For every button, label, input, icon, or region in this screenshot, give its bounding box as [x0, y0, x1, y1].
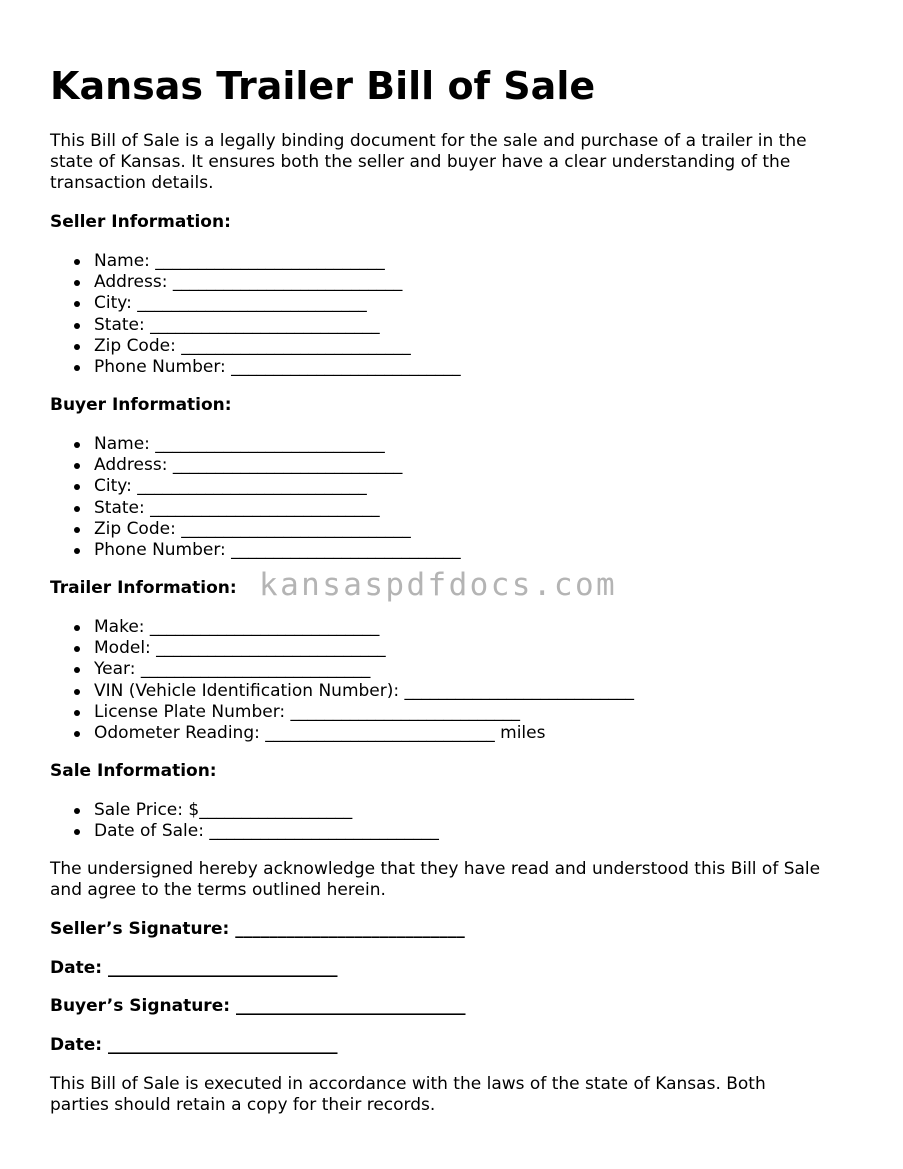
trailer-plate-field: License Plate Number: ___________________________ — [50, 702, 634, 723]
document-title: Kansas Trailer Bill of Sale — [50, 64, 596, 108]
closing-paragraph: This Bill of Sale is executed in accordance with the laws of the state of Kansas. Both parties should retain a copy for their records. — [50, 1074, 766, 1115]
buyer-heading: Buyer Information: — [50, 395, 232, 415]
seller-phone-field: Phone Number: ___________________________ — [50, 357, 461, 378]
seller-address-field: Address: ___________________________ — [50, 272, 461, 293]
trailer-model-field: Model: ___________________________ — [50, 638, 634, 659]
buyer-zip-field: Zip Code: ___________________________ — [50, 519, 461, 540]
trailer-vin-field: VIN (Vehicle Identification Number): ___________________________ — [50, 681, 634, 702]
seller-fields-list — [50, 251, 461, 378]
trailer-make-field: Make: ___________________________ — [50, 617, 634, 638]
trailer-fields-list — [50, 617, 634, 744]
buyer-signature-line: Buyer’s Signature: ___________________________ — [50, 996, 466, 1016]
seller-city-field: City: ___________________________ — [50, 293, 461, 314]
watermark-text: kansaspdfdocs.com — [259, 567, 618, 603]
sale-date-field: Date of Sale: ___________________________ — [50, 821, 439, 842]
seller-signature-line: Seller’s Signature: ___________________________ — [50, 919, 465, 939]
seller-date-line: Date: ___________________________ — [50, 958, 338, 978]
buyer-city-field: City: ___________________________ — [50, 476, 461, 497]
buyer-date-line: Date: ___________________________ — [50, 1035, 338, 1055]
seller-zip-field: Zip Code: ___________________________ — [50, 336, 461, 357]
sale-fields-list — [50, 800, 439, 842]
trailer-heading: Trailer Information: — [50, 578, 237, 598]
buyer-fields-list — [50, 434, 461, 561]
trailer-odometer-field: Odometer Reading: ___________________________ miles — [50, 723, 634, 744]
buyer-address-field: Address: ___________________________ — [50, 455, 461, 476]
buyer-phone-field: Phone Number: ___________________________ — [50, 540, 461, 561]
acknowledgment-paragraph: The undersigned hereby acknowledge that they have read and understood this Bill of Sale and agree to the terms outlined herein. — [50, 859, 821, 900]
seller-state-field: State: ___________________________ — [50, 315, 461, 336]
sale-price-field: Sale Price: $__________________ — [50, 800, 439, 821]
buyer-name-field: Name: ___________________________ — [50, 434, 461, 455]
trailer-year-field: Year: ___________________________ — [50, 659, 634, 680]
sale-heading: Sale Information: — [50, 761, 217, 781]
seller-name-field: Name: ___________________________ — [50, 251, 461, 272]
buyer-state-field: State: ___________________________ — [50, 498, 461, 519]
seller-heading: Seller Information: — [50, 212, 231, 232]
intro-paragraph: This Bill of Sale is a legally binding document for the sale and purchase of a trailer in the state of Kansas. It ensures both the seller and buyer have a clear understanding of the transaction details. — [50, 131, 807, 193]
